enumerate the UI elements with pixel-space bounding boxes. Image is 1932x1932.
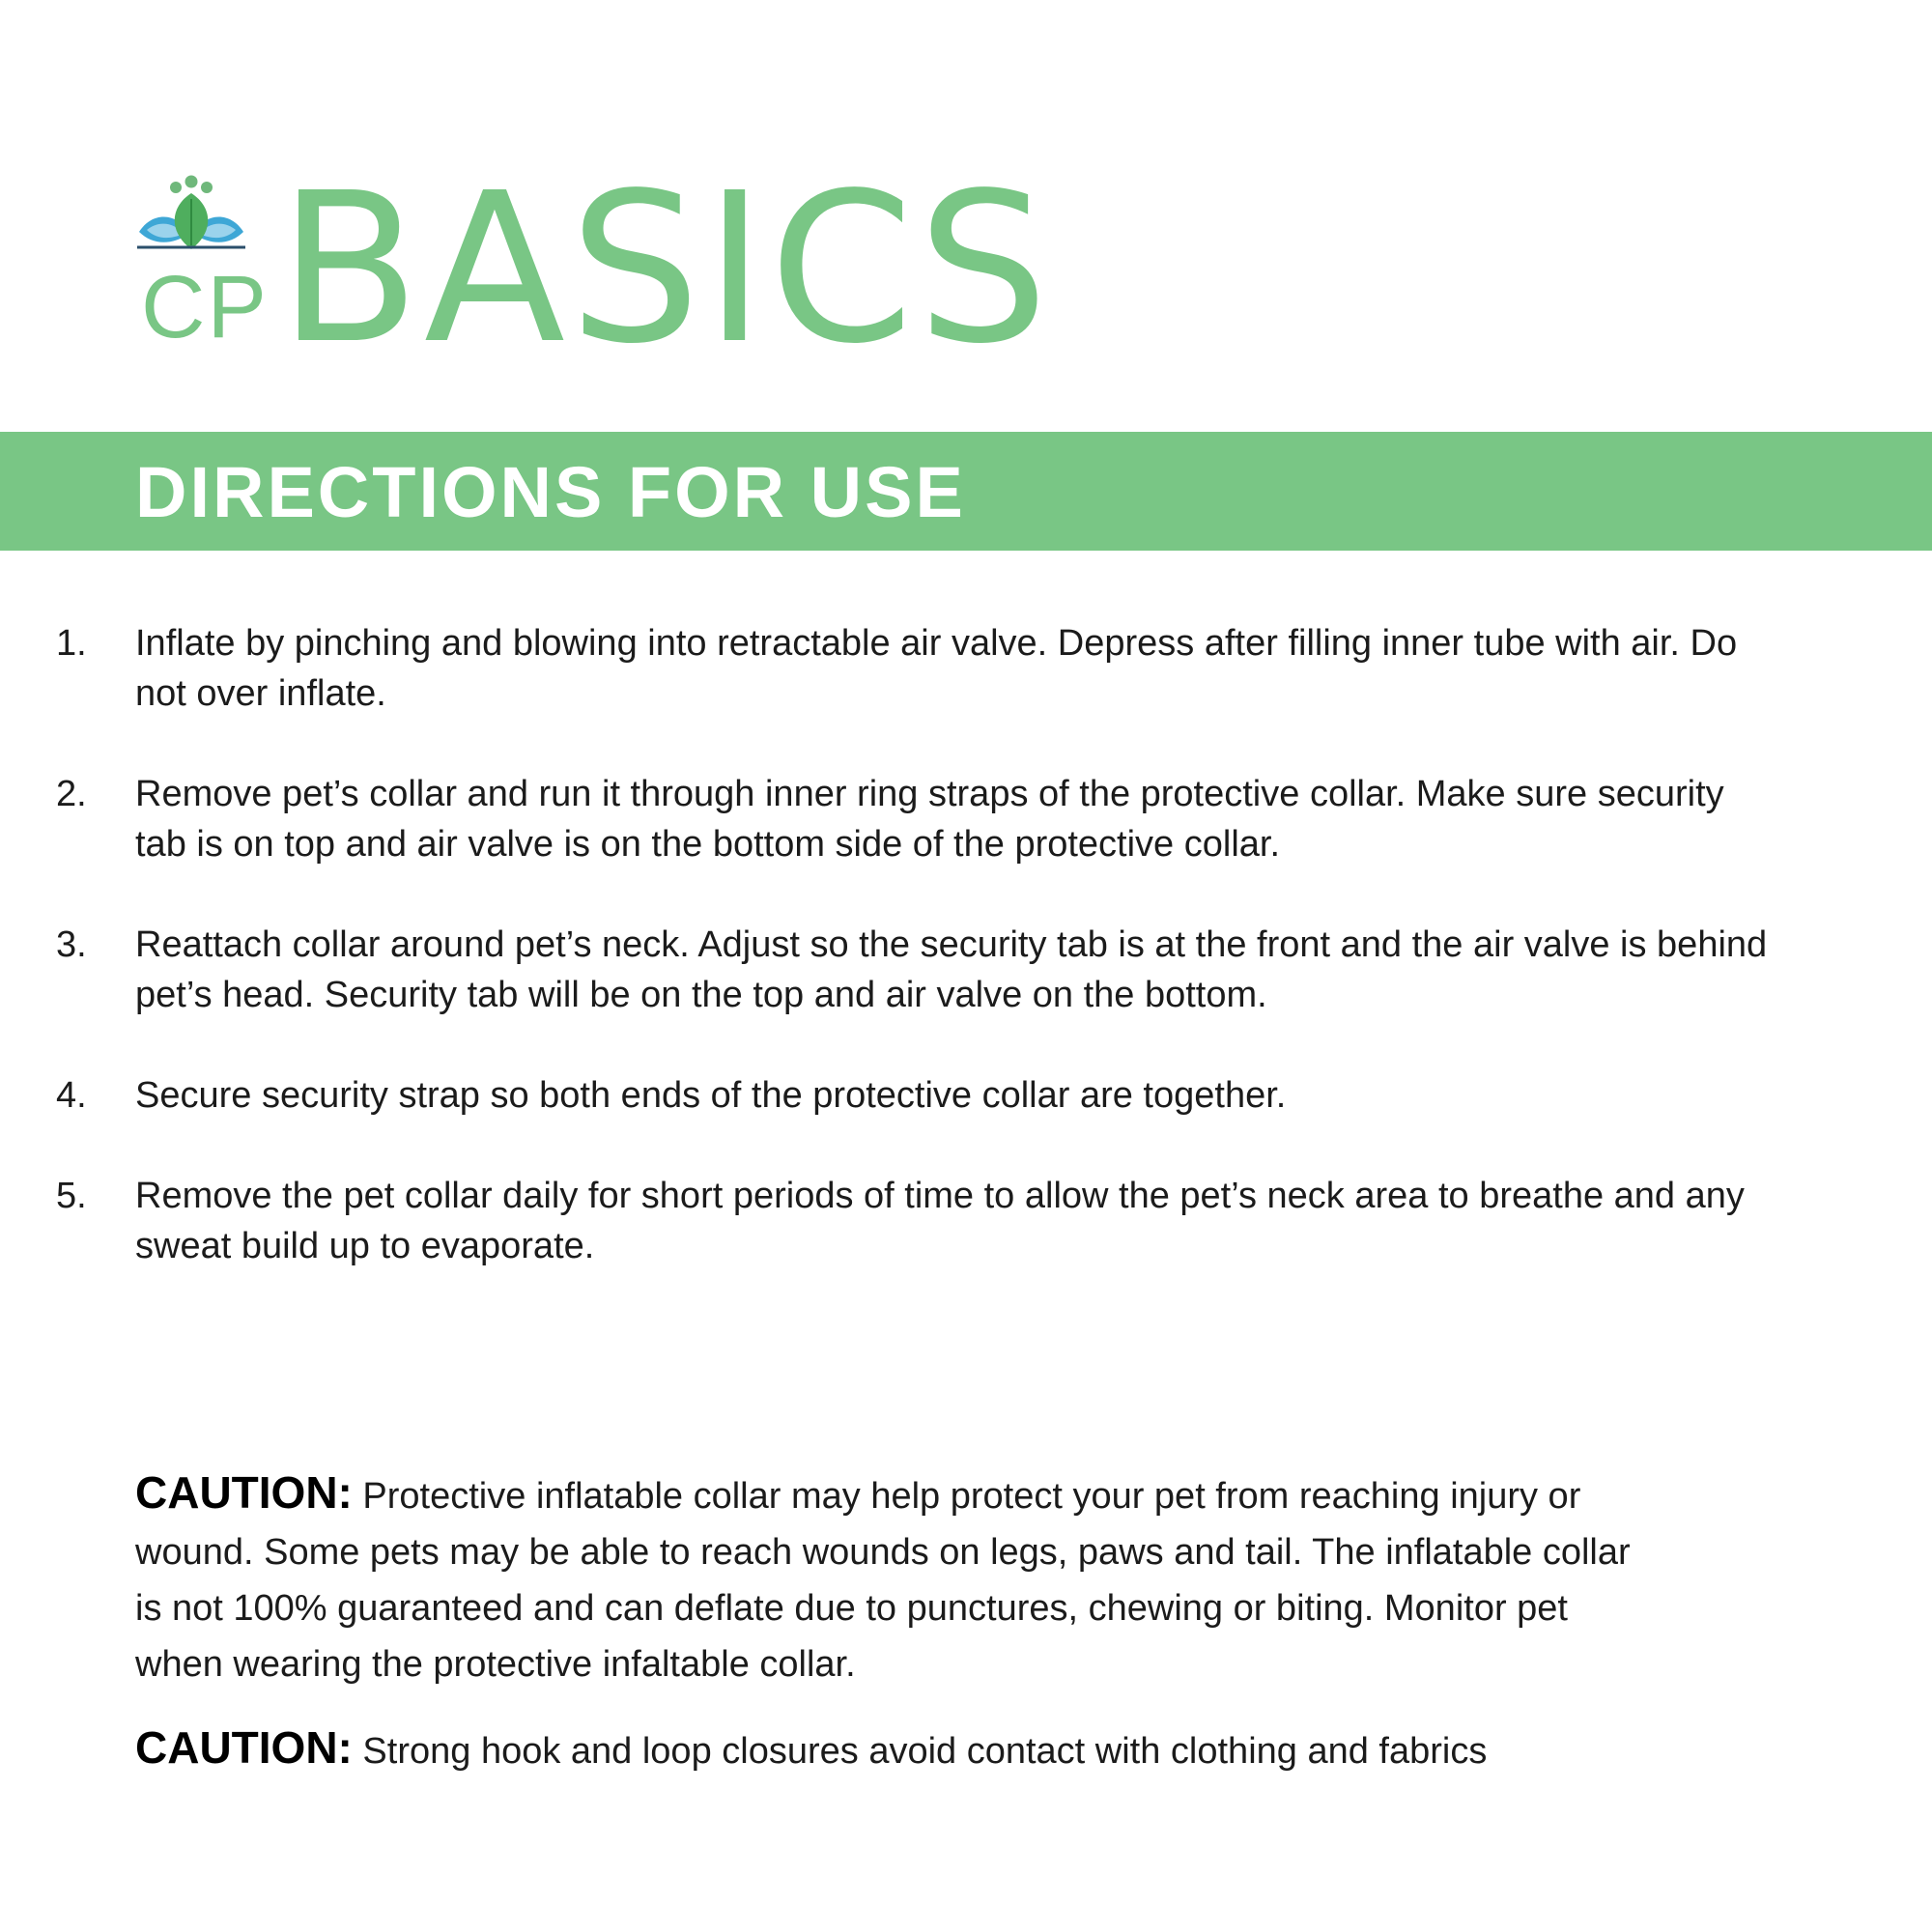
brand-wordmark: BASICS: [278, 149, 1053, 389]
list-item: [56, 1171, 1795, 1271]
step-number: 4.: [56, 1075, 87, 1116]
step-text: Reattach collar around pet’s neck. Adjust so the security tab is at the front and the air valve is behind pet’s head. Security tab will be on the top and air valve on the bottom.: [135, 924, 1768, 1015]
caution-section: [135, 1464, 1642, 1806]
section-header-band: [0, 432, 1932, 551]
caution-label: CAUTION:: [135, 1467, 353, 1518]
step-number: 1.: [56, 623, 87, 664]
caution-paragraph: [135, 1719, 1642, 1779]
brand-logo: [133, 149, 1099, 389]
list-item: [56, 769, 1795, 869]
step-text: Remove the pet collar daily for short periods of time to allow the pet’s neck area to breathe and any sweat build up to evaporate.: [135, 1176, 1745, 1266]
directions-list: [56, 618, 1795, 1321]
step-text: Secure security strap so both ends of the protective collar are together.: [135, 1075, 1287, 1116]
caution-text: Protective inflatable collar may help protect your pet from reaching injury or wound. Some pets may be able to reach wounds on legs, paws and tail. The inflatable collar is not 100% guaranteed and can deflate due to punctures, chewing or biting. Monitor pet when wearing the protective infaltable collar.: [135, 1476, 1631, 1685]
list-item: [56, 1070, 1795, 1121]
step-number: 5.: [56, 1176, 87, 1216]
step-text: Inflate by pinching and blowing into retractable air valve. Depress after filling inner tube with air. Do not over inflate.: [135, 623, 1738, 714]
caution-label: CAUTION:: [135, 1722, 353, 1773]
caution-text: Strong hook and loop closures avoid contact with clothing and fabrics: [362, 1731, 1488, 1772]
section-title: DIRECTIONS FOR USE: [135, 452, 966, 532]
step-number: 3.: [56, 924, 87, 965]
step-text: Remove pet’s collar and run it through inner ring straps of the protective collar. Make sure security tab is on top and air valve is on the bottom side of the protective collar.: [135, 774, 1724, 865]
brand-cp-mark: CP: [141, 258, 269, 356]
caution-paragraph: [135, 1464, 1642, 1692]
list-item: [56, 618, 1795, 719]
step-number: 2.: [56, 774, 87, 814]
list-item: [56, 920, 1795, 1020]
